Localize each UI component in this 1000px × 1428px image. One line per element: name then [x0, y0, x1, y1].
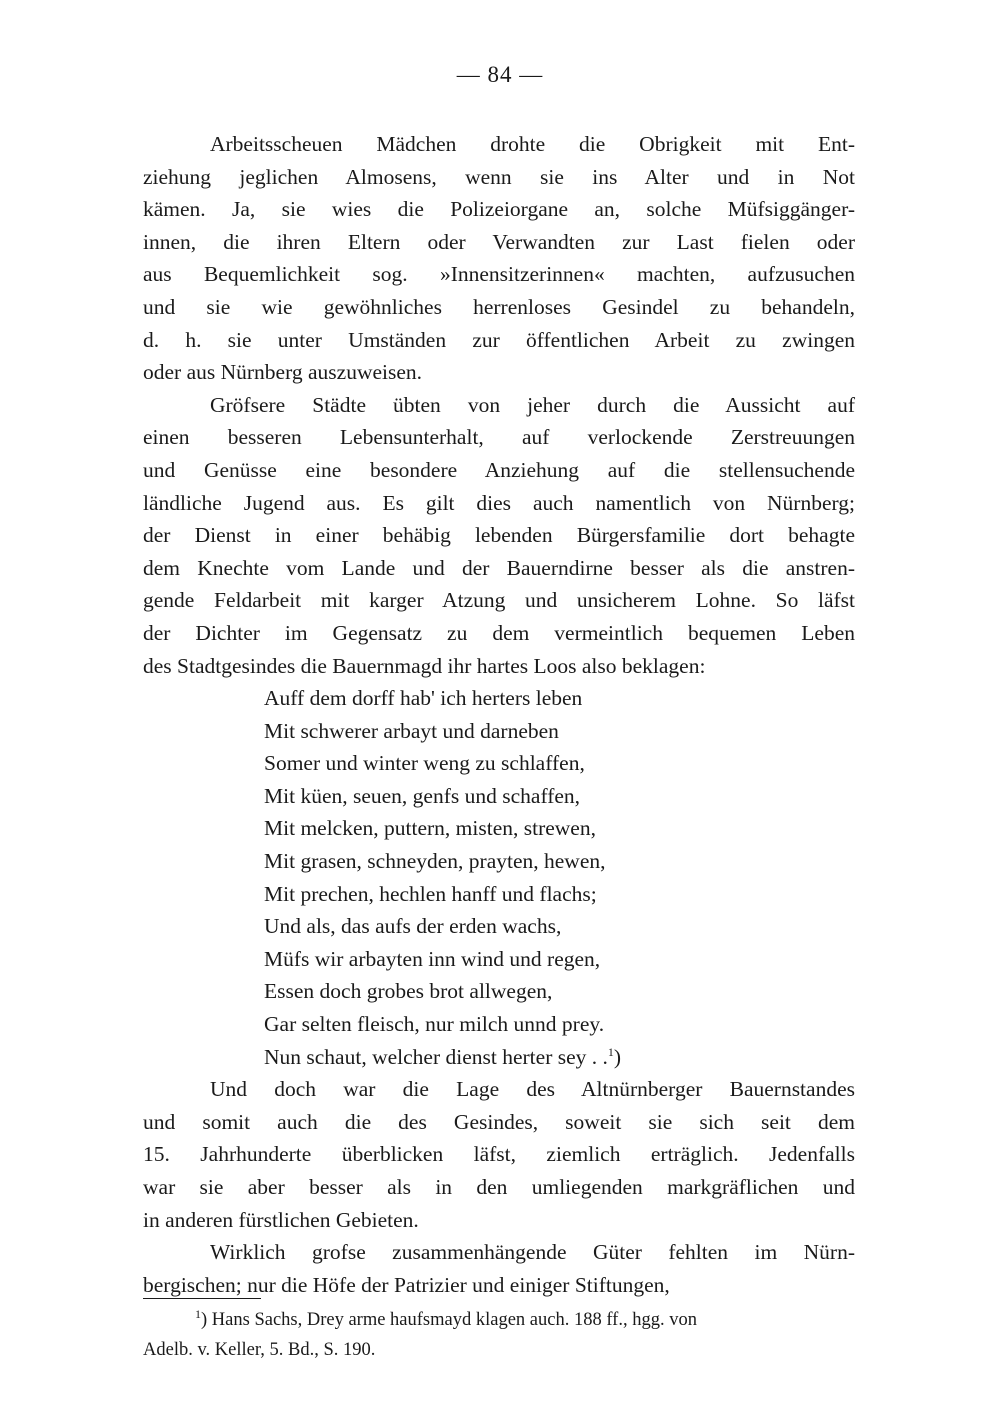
verse-line: Gar selten fleisch, nur milch unnd prey.: [264, 1012, 605, 1037]
p1-line: Arbeitsscheuen Mädchen drohte die Obrigkeit mit Ent-: [210, 132, 855, 156]
verse-line: Somer und winter weng zu schlaffen,: [264, 751, 585, 776]
footnotes: [143, 1305, 855, 1365]
paragraph-4: [143, 1236, 855, 1301]
p2-line: einen besseren Lebensunterhalt, auf verlockende Zerstreuungen: [143, 425, 855, 450]
verse-line: Mit prechen, hechlen hanff und flachs;: [264, 881, 597, 906]
verse-line: Mit melcken, puttern, misten, strewen,: [264, 816, 596, 841]
footnote-1-marker-close: ): [201, 1310, 208, 1330]
p1-line: aus Bequemlichkeit sog. »Innensitzerinnen« machten, aufzusuchen: [143, 262, 855, 287]
verse-last-text: Nun schaut, welcher dienst herter sey . .: [264, 1044, 608, 1069]
p2-line: der Dienst in einer behäbig lebenden Bürgersfamilie dort behagte: [143, 523, 855, 548]
p1-line: innen, die ihren Eltern oder Verwandten zur Last fielen oder: [143, 229, 855, 254]
p2-line: des Stadtgesindes die Bauernmagd ihr hartes Loos also beklagen:: [143, 653, 706, 678]
verse-line: Müfs wir arbayten inn wind und regen,: [264, 946, 601, 971]
footnote-reference: 1: [607, 1044, 614, 1059]
p3-line: war sie aber besser als in den umliegenden markgräflichen und: [143, 1175, 855, 1199]
p1-line: d. h. sie unter Umständen zur öffentlichen Arbeit zu zwingen: [143, 327, 855, 352]
verse-line: Mit grasen, schneyden, prayten, hewen,: [264, 849, 606, 874]
p4-line: Wirklich grofse zusammenhängende Güter fehlten im Nürn-: [210, 1240, 855, 1265]
p2-line: ländliche Jugend aus. Es gilt dies auch namentlich von Nürnberg;: [143, 490, 855, 515]
verse-line: Essen doch grobes brot allwegen,: [264, 979, 553, 1004]
p3-line: in anderen fürstlichen Gebieten.: [143, 1207, 419, 1232]
paragraph-2: [143, 389, 855, 682]
verse-line: Mit küen, seuen, genfs und schaffen,: [264, 783, 581, 808]
p2-line: dem Knechte vom Lande und der Bauerndirne besser als die anstren-: [143, 555, 855, 580]
footnote-1: [143, 1305, 855, 1365]
footnote-1-line-1: Hans Sachs, Drey arme haufsmayd klagen auch. 188 ff., hgg. von: [211, 1310, 697, 1330]
footnote-rule: [143, 1298, 261, 1299]
footnote-1-marker: 1: [195, 1306, 201, 1321]
verse-block: [143, 682, 855, 1073]
p1-line: ziehung jeglichen Almosens, wenn sie ins Alter und in Not: [143, 164, 855, 189]
p3-line: 15. Jahrhunderte überblicken läfst, ziemlich erträglich. Jedenfalls: [143, 1142, 855, 1167]
p1-line: kämen. Ja, sie wies die Polizeiorgane an, solche Müfsiggänger-: [143, 197, 855, 222]
p1-line: und sie wie gewöhnliches herrenloses Gesindel zu behandeln,: [143, 294, 855, 319]
p3-line: und somit auch die des Gesindes, soweit sie sich seit dem: [143, 1109, 855, 1134]
p1-line: oder aus Nürnberg auszuweisen.: [143, 360, 423, 385]
p2-line: der Dichter im Gegensatz zu dem vermeintlich bequemen Leben: [143, 620, 855, 645]
verse-line-last: [264, 1041, 855, 1074]
verse-line: Und als, das aufs der erden wachs,: [264, 914, 562, 939]
verse-line: Mit schwerer arbayt und darneben: [264, 718, 559, 743]
footnote-1-line-2: Adelb. v. Keller, 5. Bd., S. 190.: [143, 1340, 376, 1360]
footnote-reference-close: ): [613, 1044, 622, 1069]
page-number: — 84 —: [456, 62, 544, 87]
paragraph-3: [143, 1073, 855, 1236]
p2-line: gende Feldarbeit mit karger Atzung und unsicherem Lohne. So läfst: [143, 588, 855, 613]
p3-line: Und doch war die Lage des Altnürnberger Bauernstandes: [210, 1077, 855, 1102]
verse-line: Auff dem dorff hab' ich herters leben: [264, 686, 583, 711]
p2-line: Gröfsere Städte übten von jeher durch die Aussicht auf: [210, 392, 855, 417]
p4-line: bergischen; nur die Höfe der Patrizier und einiger Stiftungen,: [143, 1272, 670, 1297]
body-text: [143, 128, 855, 1301]
p2-line: und Genüsse eine besondere Anziehung auf die stellensuchende: [143, 457, 855, 482]
paragraph-1: [143, 128, 855, 389]
